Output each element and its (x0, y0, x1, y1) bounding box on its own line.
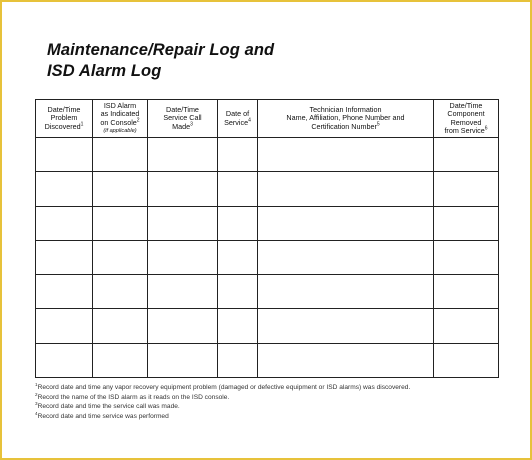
footnote-text: Record date and time the service call was made. (37, 403, 180, 410)
header-text-line: Certification Number (311, 121, 377, 131)
table-cell[interactable] (148, 343, 218, 377)
footnote (35, 383, 410, 393)
header-text-line: Made (172, 121, 191, 131)
table-cell[interactable] (258, 275, 434, 309)
header-text-line: Service Call (163, 113, 202, 123)
column-header-service-call (148, 100, 218, 138)
footnote-number: 2 (35, 391, 38, 397)
table-cell[interactable] (434, 206, 499, 240)
table-cell[interactable] (36, 309, 93, 343)
table-row (36, 172, 499, 206)
log-table-body (36, 138, 499, 378)
header-text-line: Component (447, 109, 485, 119)
table-cell[interactable] (258, 240, 434, 274)
table-cell[interactable] (434, 343, 499, 377)
header-text-line: Date of (225, 109, 250, 119)
table-row (36, 343, 499, 377)
table-cell[interactable] (148, 309, 218, 343)
table-cell[interactable] (218, 206, 258, 240)
table-cell[interactable] (434, 172, 499, 206)
header-text-line: Problem (50, 113, 78, 123)
column-header-technician-information (258, 100, 434, 138)
header-row (36, 100, 499, 138)
header-text-line: Date/Time (47, 104, 81, 114)
table-cell[interactable] (93, 275, 148, 309)
table-row (36, 309, 499, 343)
table-cell[interactable] (218, 172, 258, 206)
table-cell[interactable] (218, 275, 258, 309)
table-cell[interactable] (258, 343, 434, 377)
footnotes (35, 383, 410, 421)
column-header-date-of-service (218, 100, 258, 138)
table-cell[interactable] (36, 138, 93, 172)
table-cell[interactable] (93, 206, 148, 240)
header-text-line: on Console (100, 117, 137, 127)
table-row (36, 138, 499, 172)
table-cell[interactable] (148, 206, 218, 240)
header-note: (if applicable) (103, 127, 137, 134)
header-text-line: from Service (444, 125, 485, 135)
table-cell[interactable] (218, 309, 258, 343)
table-cell[interactable] (218, 138, 258, 172)
table-cell[interactable] (434, 275, 499, 309)
title-line-2: ISD Alarm Log (47, 62, 162, 80)
footnote-marker: 5 (376, 121, 380, 128)
table-cell[interactable] (148, 275, 218, 309)
footnote-marker: 2 (136, 117, 140, 124)
table-cell[interactable] (258, 206, 434, 240)
table-row (36, 240, 499, 274)
table-cell[interactable] (258, 172, 434, 206)
table-cell[interactable] (93, 343, 148, 377)
footnote-text: Record the name of the ISD alarm as it reads on the ISD console. (37, 393, 230, 401)
document-title (47, 40, 274, 82)
table-cell[interactable] (93, 138, 148, 172)
table-cell[interactable] (218, 343, 258, 377)
footnote-marker: 1 (80, 121, 84, 128)
table-cell[interactable] (258, 138, 434, 172)
header-text-line: Technician Information (309, 104, 382, 114)
table-cell[interactable] (148, 240, 218, 274)
footnote-marker: 3 (190, 121, 193, 128)
header-text-line: Service (224, 117, 249, 127)
table-cell[interactable] (434, 138, 499, 172)
footnote-text: Record date and time service was performed (37, 412, 169, 420)
table-cell[interactable] (36, 275, 93, 309)
table-cell[interactable] (434, 309, 499, 343)
header-text-line: as Indicated (100, 109, 140, 119)
header-text-line: Removed (450, 117, 482, 127)
column-header-component-removed (434, 100, 499, 138)
footnote (35, 393, 410, 403)
footnote (35, 412, 410, 422)
column-header-date-time-problem (36, 100, 93, 138)
footnote-marker: 6 (484, 125, 488, 132)
column-header-isd-alarm (93, 100, 148, 138)
table-cell[interactable] (93, 172, 148, 206)
table-cell[interactable] (218, 240, 258, 274)
title-line-1: Maintenance/Repair Log and (47, 41, 275, 59)
footnote-marker: 4 (248, 117, 251, 124)
table-row (36, 206, 499, 240)
header-text-line: Discovered (44, 121, 81, 131)
table-cell[interactable] (148, 172, 218, 206)
table-cell[interactable] (36, 206, 93, 240)
table-cell[interactable] (93, 309, 148, 343)
footnote-number: 1 (35, 381, 38, 387)
header-text-line: ISD Alarm (103, 100, 137, 110)
footnote-number: 4 (35, 410, 38, 416)
footnote (35, 402, 410, 412)
header-text-line: Name, Affiliation, Phone Number and (286, 113, 405, 123)
footnote-text: Record date and time any vapor recovery equipment problem (damaged or defective equipment or ISD alarms) was discovered. (37, 384, 411, 391)
footnote-number: 3 (35, 400, 38, 406)
table-cell[interactable] (148, 138, 218, 172)
log-table (35, 99, 499, 378)
header-text-line: Date/Time (449, 100, 483, 110)
table-cell[interactable] (36, 343, 93, 377)
table-cell[interactable] (93, 240, 148, 274)
table-cell[interactable] (36, 172, 93, 206)
header-text-line: Date/Time (166, 104, 199, 114)
table-cell[interactable] (258, 309, 434, 343)
table-cell[interactable] (36, 240, 93, 274)
table-row (36, 275, 499, 309)
table-cell[interactable] (434, 240, 499, 274)
